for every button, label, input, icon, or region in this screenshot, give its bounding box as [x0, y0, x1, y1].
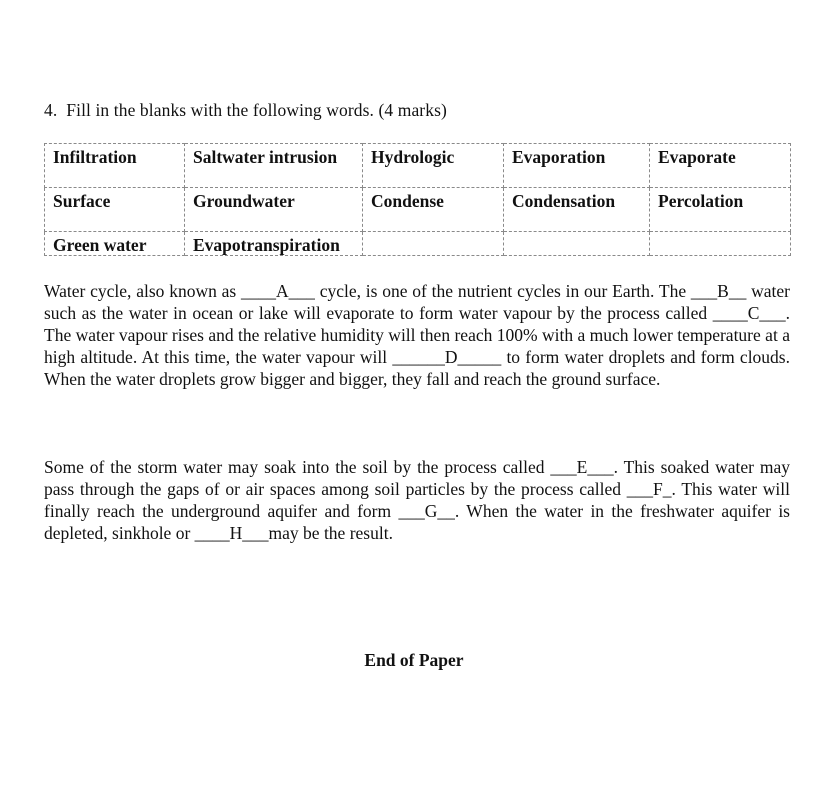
paragraph-text: Some of the storm water may soak into the soil by the process called [44, 457, 551, 477]
blank-f: ___F_ [626, 479, 672, 499]
paragraph-text: . This soaked water may pass through the gaps of or air spaces among soil particles by the process called [44, 457, 790, 499]
paragraph-water-cycle [44, 280, 790, 390]
paragraph-text: . When the water in the freshwater aquifer is depleted, sinkhole or [44, 501, 790, 543]
blank-a: ____A___ [241, 281, 315, 301]
blank-d: ______D_____ [392, 347, 502, 367]
blank-c: ____C___ [712, 303, 786, 323]
word-bank-cell: Evaporation [504, 144, 650, 188]
question-title [44, 100, 447, 121]
blank-b: ___B__ [690, 281, 747, 301]
word-bank-table [44, 143, 791, 256]
blank-g: ___G__ [398, 501, 455, 521]
word-bank-row [45, 144, 791, 188]
paragraph-text: Water cycle, also known as [44, 281, 242, 301]
word-bank-cell: Condense [363, 188, 504, 232]
word-bank-cell: Evapotranspiration [185, 232, 363, 256]
blank-h: ____H___ [194, 523, 269, 543]
end-of-paper: End of Paper [364, 650, 464, 670]
word-bank-cell-empty [504, 232, 650, 256]
word-bank-cell: Infiltration [45, 144, 185, 188]
word-bank-row [45, 232, 791, 256]
paragraph-text: may be the result. [268, 523, 393, 543]
word-bank-cell-empty [650, 232, 791, 256]
word-bank-cell-empty [363, 232, 504, 256]
word-bank-cell: Condensation [504, 188, 650, 232]
word-bank-cell: Groundwater [185, 188, 363, 232]
word-bank-cell: Percolation [650, 188, 791, 232]
word-bank-cell: Green water [45, 232, 185, 256]
blank-e: ___E___ [550, 457, 614, 477]
paragraph-text: to form water droplets and form clouds. When the water droplets grow bigger and bigger, they fall and reach the ground surface. [44, 347, 790, 389]
paragraph-text: cycle, is one of the nutrient cycles in our Earth. The [314, 281, 691, 301]
word-bank-cell: Surface [45, 188, 185, 232]
word-bank-cell: Saltwater intrusion [185, 144, 363, 188]
word-bank-cell: Hydrologic [363, 144, 504, 188]
word-bank-cell: Evaporate [650, 144, 791, 188]
question-instruction: Fill in the blanks with the following words. (4 marks) [66, 100, 447, 120]
word-bank-row [45, 188, 791, 232]
question-number: 4. [44, 100, 58, 120]
paragraph-text: . This water will finally reach the underground aquifer and form [44, 479, 790, 521]
paragraph-text: . The water vapour rises and the relative humidity will then reach 100% with a much lower temperature at a high altitude. At this time, the water vapour will [44, 303, 790, 367]
paragraph-text: water such as the water in ocean or lake will evaporate to form water vapour by the process called [44, 281, 790, 323]
paragraph-groundwater [44, 456, 790, 544]
